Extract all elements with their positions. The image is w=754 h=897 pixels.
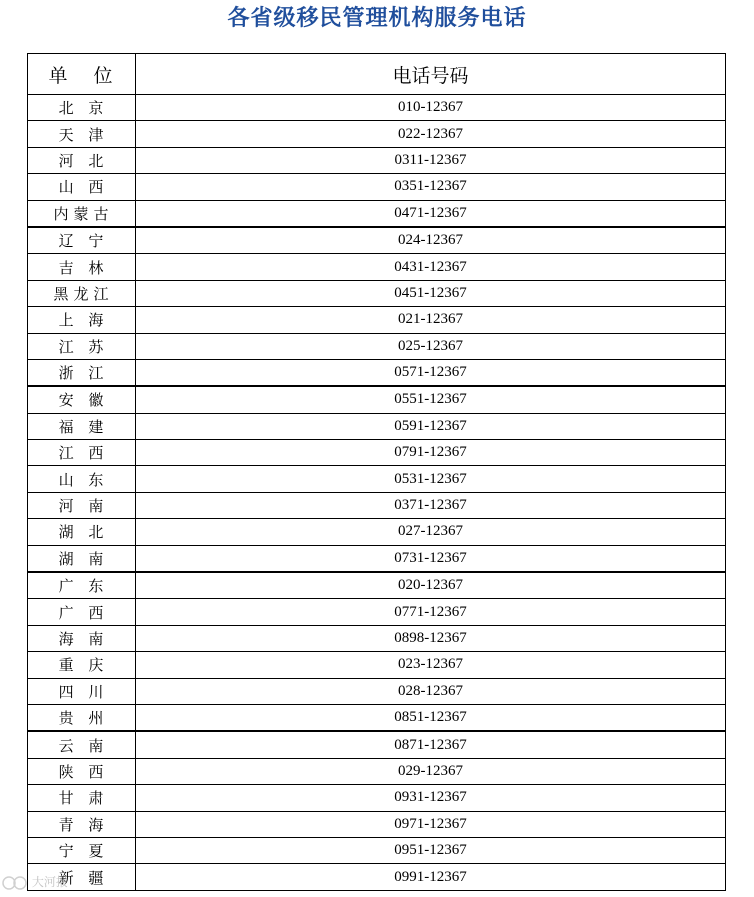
phone-cell: 028-12367 <box>136 678 726 704</box>
unit-cell: 云 南 <box>28 731 136 758</box>
table-row <box>28 625 726 651</box>
unit-cell: 湖 南 <box>28 545 136 572</box>
table-row <box>28 227 726 254</box>
unit-cell: 内蒙古 <box>28 200 136 227</box>
table-row <box>28 864 726 890</box>
unit-cell: 山 西 <box>28 174 136 200</box>
table-row <box>28 572 726 599</box>
table-row <box>28 785 726 811</box>
phone-cell: 0451-12367 <box>136 280 726 306</box>
table-row <box>28 545 726 572</box>
phone-cell: 0871-12367 <box>136 731 726 758</box>
table-row <box>28 200 726 227</box>
table-row <box>28 333 726 359</box>
phone-cell: 0971-12367 <box>136 811 726 837</box>
phone-cell: 0351-12367 <box>136 174 726 200</box>
unit-cell: 福 建 <box>28 413 136 439</box>
phone-cell: 010-12367 <box>136 95 726 121</box>
unit-cell: 河 南 <box>28 492 136 518</box>
unit-cell: 宁 夏 <box>28 837 136 863</box>
unit-cell: 江 苏 <box>28 333 136 359</box>
page-title: 各省级移民管理机构服务电话 <box>227 6 527 31</box>
table-row <box>28 121 726 147</box>
table-row <box>28 95 726 121</box>
phone-cell: 020-12367 <box>136 572 726 599</box>
phone-cell: 023-12367 <box>136 652 726 678</box>
table-row <box>28 731 726 758</box>
phone-cell: 022-12367 <box>136 121 726 147</box>
unit-cell: 浙 江 <box>28 359 136 386</box>
table-row <box>28 652 726 678</box>
table-row <box>28 147 726 173</box>
phone-cell: 0431-12367 <box>136 254 726 280</box>
phone-cell: 0851-12367 <box>136 704 726 731</box>
unit-cell: 青 海 <box>28 811 136 837</box>
table-row <box>28 359 726 386</box>
phone-cell: 021-12367 <box>136 307 726 333</box>
table-header-row <box>28 54 726 95</box>
table-row <box>28 811 726 837</box>
phone-cell: 0311-12367 <box>136 147 726 173</box>
service-phone-table <box>27 53 726 891</box>
phone-cell: 025-12367 <box>136 333 726 359</box>
phone-cell: 0791-12367 <box>136 440 726 466</box>
watermark-text: 大河报 <box>31 875 68 889</box>
unit-cell: 天 津 <box>28 121 136 147</box>
unit-cell: 江 西 <box>28 440 136 466</box>
unit-cell: 海 南 <box>28 625 136 651</box>
phone-cell: 024-12367 <box>136 227 726 254</box>
phone-column-header: 电话号码 <box>136 54 726 95</box>
unit-cell: 山 东 <box>28 466 136 492</box>
phone-cell: 027-12367 <box>136 519 726 545</box>
unit-cell: 湖 北 <box>28 519 136 545</box>
table-row <box>28 254 726 280</box>
unit-cell: 新 疆 <box>28 864 136 890</box>
unit-cell: 吉 林 <box>28 254 136 280</box>
phone-cell: 0991-12367 <box>136 864 726 890</box>
table-row <box>28 492 726 518</box>
unit-cell: 黑龙江 <box>28 280 136 306</box>
phone-cell: 0551-12367 <box>136 386 726 413</box>
unit-cell: 陕 西 <box>28 758 136 784</box>
table-row <box>28 678 726 704</box>
table-row <box>28 280 726 306</box>
table-row <box>28 466 726 492</box>
phone-cell: 0591-12367 <box>136 413 726 439</box>
phone-cell: 0471-12367 <box>136 200 726 227</box>
phone-cell: 0371-12367 <box>136 492 726 518</box>
unit-cell: 广 东 <box>28 572 136 599</box>
table-row <box>28 704 726 731</box>
unit-cell: 河 北 <box>28 147 136 173</box>
unit-cell: 广 西 <box>28 599 136 625</box>
table-row <box>28 440 726 466</box>
unit-cell: 四 川 <box>28 678 136 704</box>
phone-cell: 0951-12367 <box>136 837 726 863</box>
phone-cell: 029-12367 <box>136 758 726 784</box>
table-row <box>28 386 726 413</box>
unit-cell: 安 徽 <box>28 386 136 413</box>
unit-column-header: 单 位 <box>28 54 136 95</box>
table-row <box>28 519 726 545</box>
phone-cell: 0931-12367 <box>136 785 726 811</box>
table-row <box>28 413 726 439</box>
unit-cell: 贵 州 <box>28 704 136 731</box>
unit-cell: 上 海 <box>28 307 136 333</box>
phone-cell: 0898-12367 <box>136 625 726 651</box>
table-row <box>28 307 726 333</box>
watermark-icon <box>2 874 28 892</box>
unit-cell: 甘 肃 <box>28 785 136 811</box>
unit-cell: 辽 宁 <box>28 227 136 254</box>
unit-cell: 北 京 <box>28 95 136 121</box>
table-row <box>28 758 726 784</box>
phone-cell: 0571-12367 <box>136 359 726 386</box>
unit-cell: 重 庆 <box>28 652 136 678</box>
watermark-logo <box>2 869 102 895</box>
phone-cell: 0771-12367 <box>136 599 726 625</box>
table-row <box>28 837 726 863</box>
table-row <box>28 599 726 625</box>
table-row <box>28 174 726 200</box>
phone-cell: 0731-12367 <box>136 545 726 572</box>
phone-cell: 0531-12367 <box>136 466 726 492</box>
